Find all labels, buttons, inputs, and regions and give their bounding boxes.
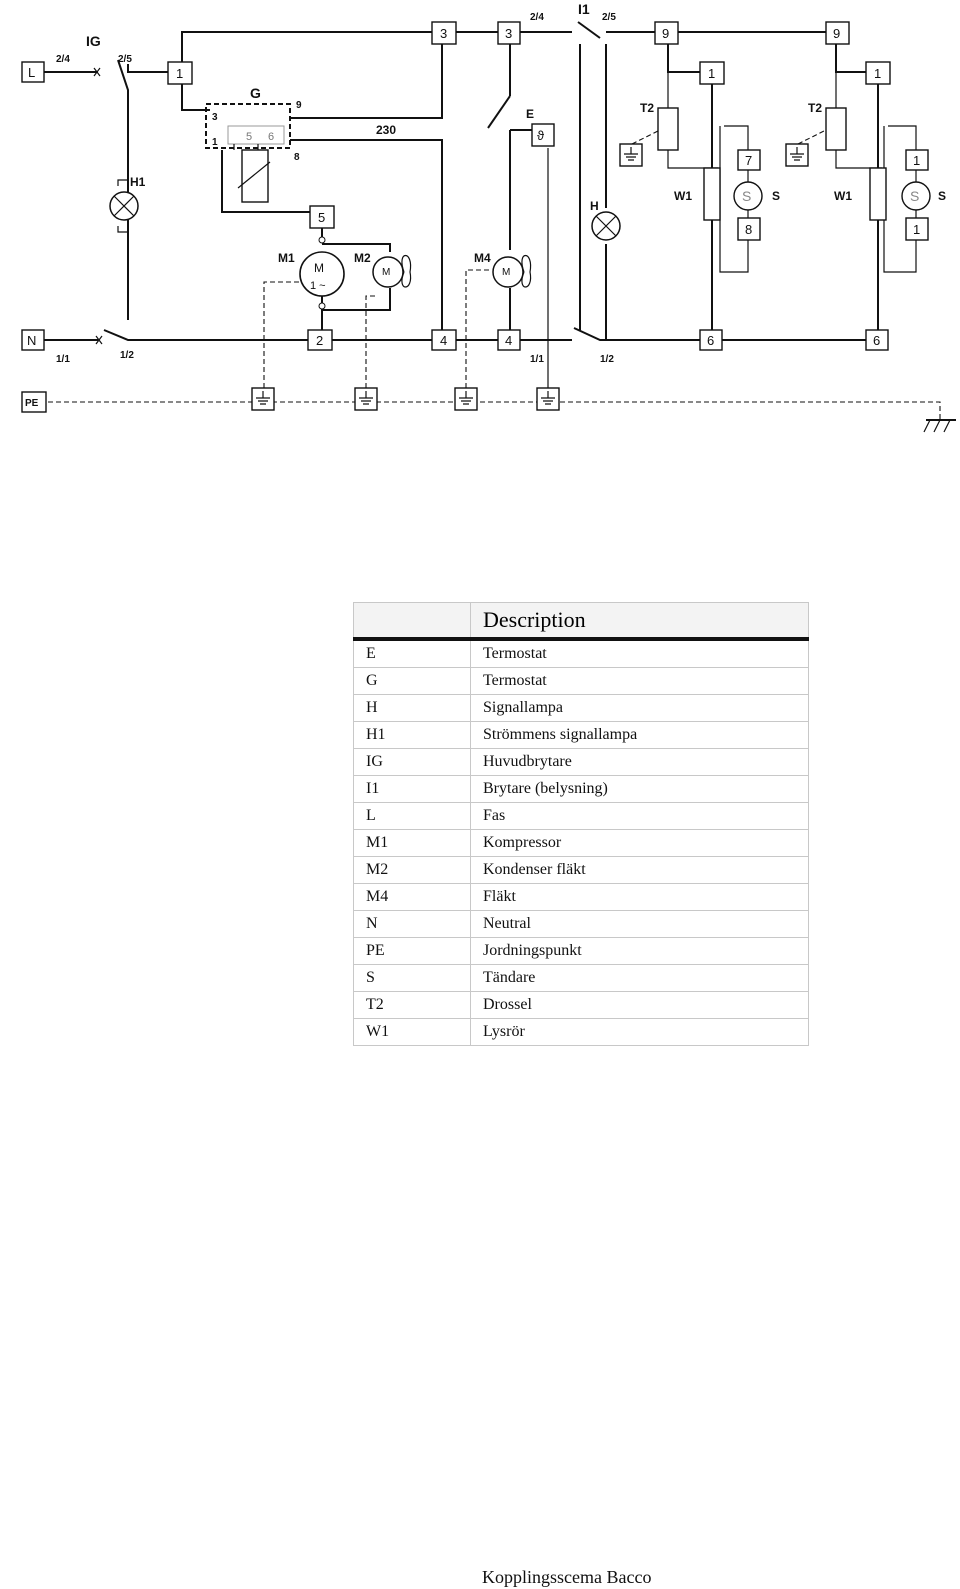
legend-code: E xyxy=(354,639,471,668)
svg-text:S: S xyxy=(910,188,920,204)
legend-code: S xyxy=(354,965,471,992)
svg-text:5: 5 xyxy=(246,131,253,143)
svg-text:1: 1 xyxy=(212,137,218,148)
choke-T2a xyxy=(658,108,678,150)
label-M2: M2 xyxy=(354,251,371,265)
legend-description: Jordningspunkt xyxy=(471,938,809,965)
terminal-1a xyxy=(168,62,192,84)
svg-text:1: 1 xyxy=(913,222,921,237)
label-ig-2-5: 2/5 xyxy=(118,54,132,65)
label-T2a: T2 xyxy=(640,101,655,115)
label-W1b: W1 xyxy=(834,189,852,203)
label-ig-1-2: 1/2 xyxy=(120,350,134,361)
terminal-1e xyxy=(906,218,928,240)
label-W1a: W1 xyxy=(674,189,692,203)
wiring-diagram xyxy=(0,0,960,440)
label-M1: M1 xyxy=(278,251,295,265)
motor-M4 xyxy=(493,256,531,288)
legend-row xyxy=(354,695,809,722)
legend-description: Lysrör xyxy=(471,1019,809,1046)
svg-text:8: 8 xyxy=(745,222,753,237)
legend-code: I1 xyxy=(354,776,471,803)
motor-M2 xyxy=(373,256,411,288)
svg-text:1: 1 xyxy=(874,66,882,81)
thermostat-G xyxy=(206,100,302,202)
legend-code: L xyxy=(354,803,471,830)
svg-text:3: 3 xyxy=(212,112,218,123)
terminal-5 xyxy=(310,206,334,228)
legend-row xyxy=(354,776,809,803)
legend-code: T2 xyxy=(354,992,471,1019)
legend-row xyxy=(354,857,809,884)
legend-description: Termostat xyxy=(471,639,809,668)
legend-row xyxy=(354,749,809,776)
svg-text:1: 1 xyxy=(176,66,184,81)
terminal-3a xyxy=(432,22,456,44)
legend-code: H xyxy=(354,695,471,722)
legend-code: N xyxy=(354,911,471,938)
label-i1-2-4: 2/4 xyxy=(530,12,544,23)
svg-text:1 ~: 1 ~ xyxy=(310,280,326,292)
svg-text:6: 6 xyxy=(873,333,881,348)
tube-W1b xyxy=(870,168,886,220)
terminal-4a xyxy=(432,330,456,350)
legend-description: Huvudbrytare xyxy=(471,749,809,776)
svg-text:6: 6 xyxy=(707,333,715,348)
svg-text:M: M xyxy=(314,261,324,275)
label-H1: H1 xyxy=(130,175,146,189)
legend-code: M2 xyxy=(354,857,471,884)
legend-body xyxy=(354,639,809,1046)
legend-code: PE xyxy=(354,938,471,965)
terminal-8 xyxy=(738,218,760,240)
legend-row xyxy=(354,639,809,668)
label-H: H xyxy=(590,199,599,213)
svg-text:1: 1 xyxy=(913,153,921,168)
legend-description: Kompressor xyxy=(471,830,809,857)
legend-description: Kondenser fläkt xyxy=(471,857,809,884)
legend-description: Drossel xyxy=(471,992,809,1019)
svg-text:7: 7 xyxy=(745,153,753,168)
svg-text:9: 9 xyxy=(296,100,302,111)
terminal-4b xyxy=(498,330,520,350)
label-M4: M4 xyxy=(474,251,491,265)
label-IG: IG xyxy=(86,33,101,49)
terminal-3b xyxy=(498,22,520,44)
legend-description: Brytare (belysning) xyxy=(471,776,809,803)
label-Sa: S xyxy=(772,189,781,203)
legend-code: W1 xyxy=(354,1019,471,1046)
svg-text:S: S xyxy=(742,188,752,204)
legend-row xyxy=(354,1019,809,1046)
label-ig-1-1: 1/1 xyxy=(56,354,70,365)
legend-row xyxy=(354,668,809,695)
diagram-caption: Kopplingsscema Bacco xyxy=(482,1567,652,1587)
label-i1-2-5: 2/5 xyxy=(602,12,616,23)
legend-row xyxy=(354,938,809,965)
legend-description: Termostat xyxy=(471,668,809,695)
starter-Sb xyxy=(902,170,930,218)
svg-text:8: 8 xyxy=(294,152,300,163)
legend-row xyxy=(354,992,809,1019)
label-I1: I1 xyxy=(578,1,590,17)
terminal-N xyxy=(22,330,44,350)
terminal-9a xyxy=(655,22,678,44)
label-Sb: S xyxy=(938,189,947,203)
svg-text:M: M xyxy=(502,267,511,278)
label-G: G xyxy=(250,85,261,101)
svg-text:ϑ: ϑ xyxy=(537,128,545,143)
legend-row xyxy=(354,884,809,911)
svg-text:2: 2 xyxy=(316,333,324,348)
legend-code: H1 xyxy=(354,722,471,749)
svg-text:M: M xyxy=(382,267,391,278)
legend-header-row xyxy=(354,603,809,640)
svg-text:3: 3 xyxy=(505,26,513,41)
svg-text:PE: PE xyxy=(25,398,39,409)
label-230: 230 xyxy=(376,123,397,137)
thermostat-E xyxy=(532,124,554,146)
terminal-PE xyxy=(22,392,46,412)
legend-row xyxy=(354,803,809,830)
legend-row xyxy=(354,830,809,857)
svg-text:9: 9 xyxy=(662,26,670,41)
choke-T2b xyxy=(826,108,846,150)
terminal-7 xyxy=(738,150,760,170)
legend-code: G xyxy=(354,668,471,695)
label-i1-1-1: 1/1 xyxy=(530,354,544,365)
terminal-1b xyxy=(700,62,724,84)
earth-symbols xyxy=(252,144,956,432)
label-ig-2-4: 2/4 xyxy=(56,54,70,65)
terminal-L xyxy=(22,62,44,82)
svg-text:N: N xyxy=(27,333,37,348)
legend-code: M4 xyxy=(354,884,471,911)
legend-description: Neutral xyxy=(471,911,809,938)
svg-text:5: 5 xyxy=(318,210,326,225)
legend-row xyxy=(354,965,809,992)
starter-Sa xyxy=(734,170,762,218)
legend-description: Signallampa xyxy=(471,695,809,722)
svg-text:1: 1 xyxy=(708,66,716,81)
label-i1-1-2: 1/2 xyxy=(600,354,614,365)
terminal-6b xyxy=(866,330,888,350)
lamp-H xyxy=(592,212,620,240)
terminal-1c xyxy=(866,62,890,84)
svg-text:6: 6 xyxy=(268,131,275,143)
svg-text:4: 4 xyxy=(505,333,513,348)
legend-description-header: Description xyxy=(471,603,809,640)
legend-row xyxy=(354,722,809,749)
label-E: E xyxy=(526,107,535,121)
legend-code: IG xyxy=(354,749,471,776)
terminal-1d xyxy=(906,150,928,170)
legend-table xyxy=(353,602,809,1046)
terminal-6a xyxy=(700,330,722,350)
legend-row xyxy=(354,911,809,938)
lamp-H1 xyxy=(110,192,138,220)
terminal-2 xyxy=(308,330,332,350)
svg-text:L: L xyxy=(28,65,36,80)
tube-W1a xyxy=(704,168,720,220)
legend-code: M1 xyxy=(354,830,471,857)
legend-description: Strömmens signallampa xyxy=(471,722,809,749)
terminal-9b xyxy=(826,22,849,44)
label-T2b: T2 xyxy=(808,101,823,115)
legend-description: Tändare xyxy=(471,965,809,992)
legend-description: Fläkt xyxy=(471,884,809,911)
svg-text:9: 9 xyxy=(833,26,841,41)
svg-text:4: 4 xyxy=(440,333,448,348)
legend-code-header xyxy=(354,603,471,640)
svg-text:3: 3 xyxy=(440,26,448,41)
legend-description: Fas xyxy=(471,803,809,830)
